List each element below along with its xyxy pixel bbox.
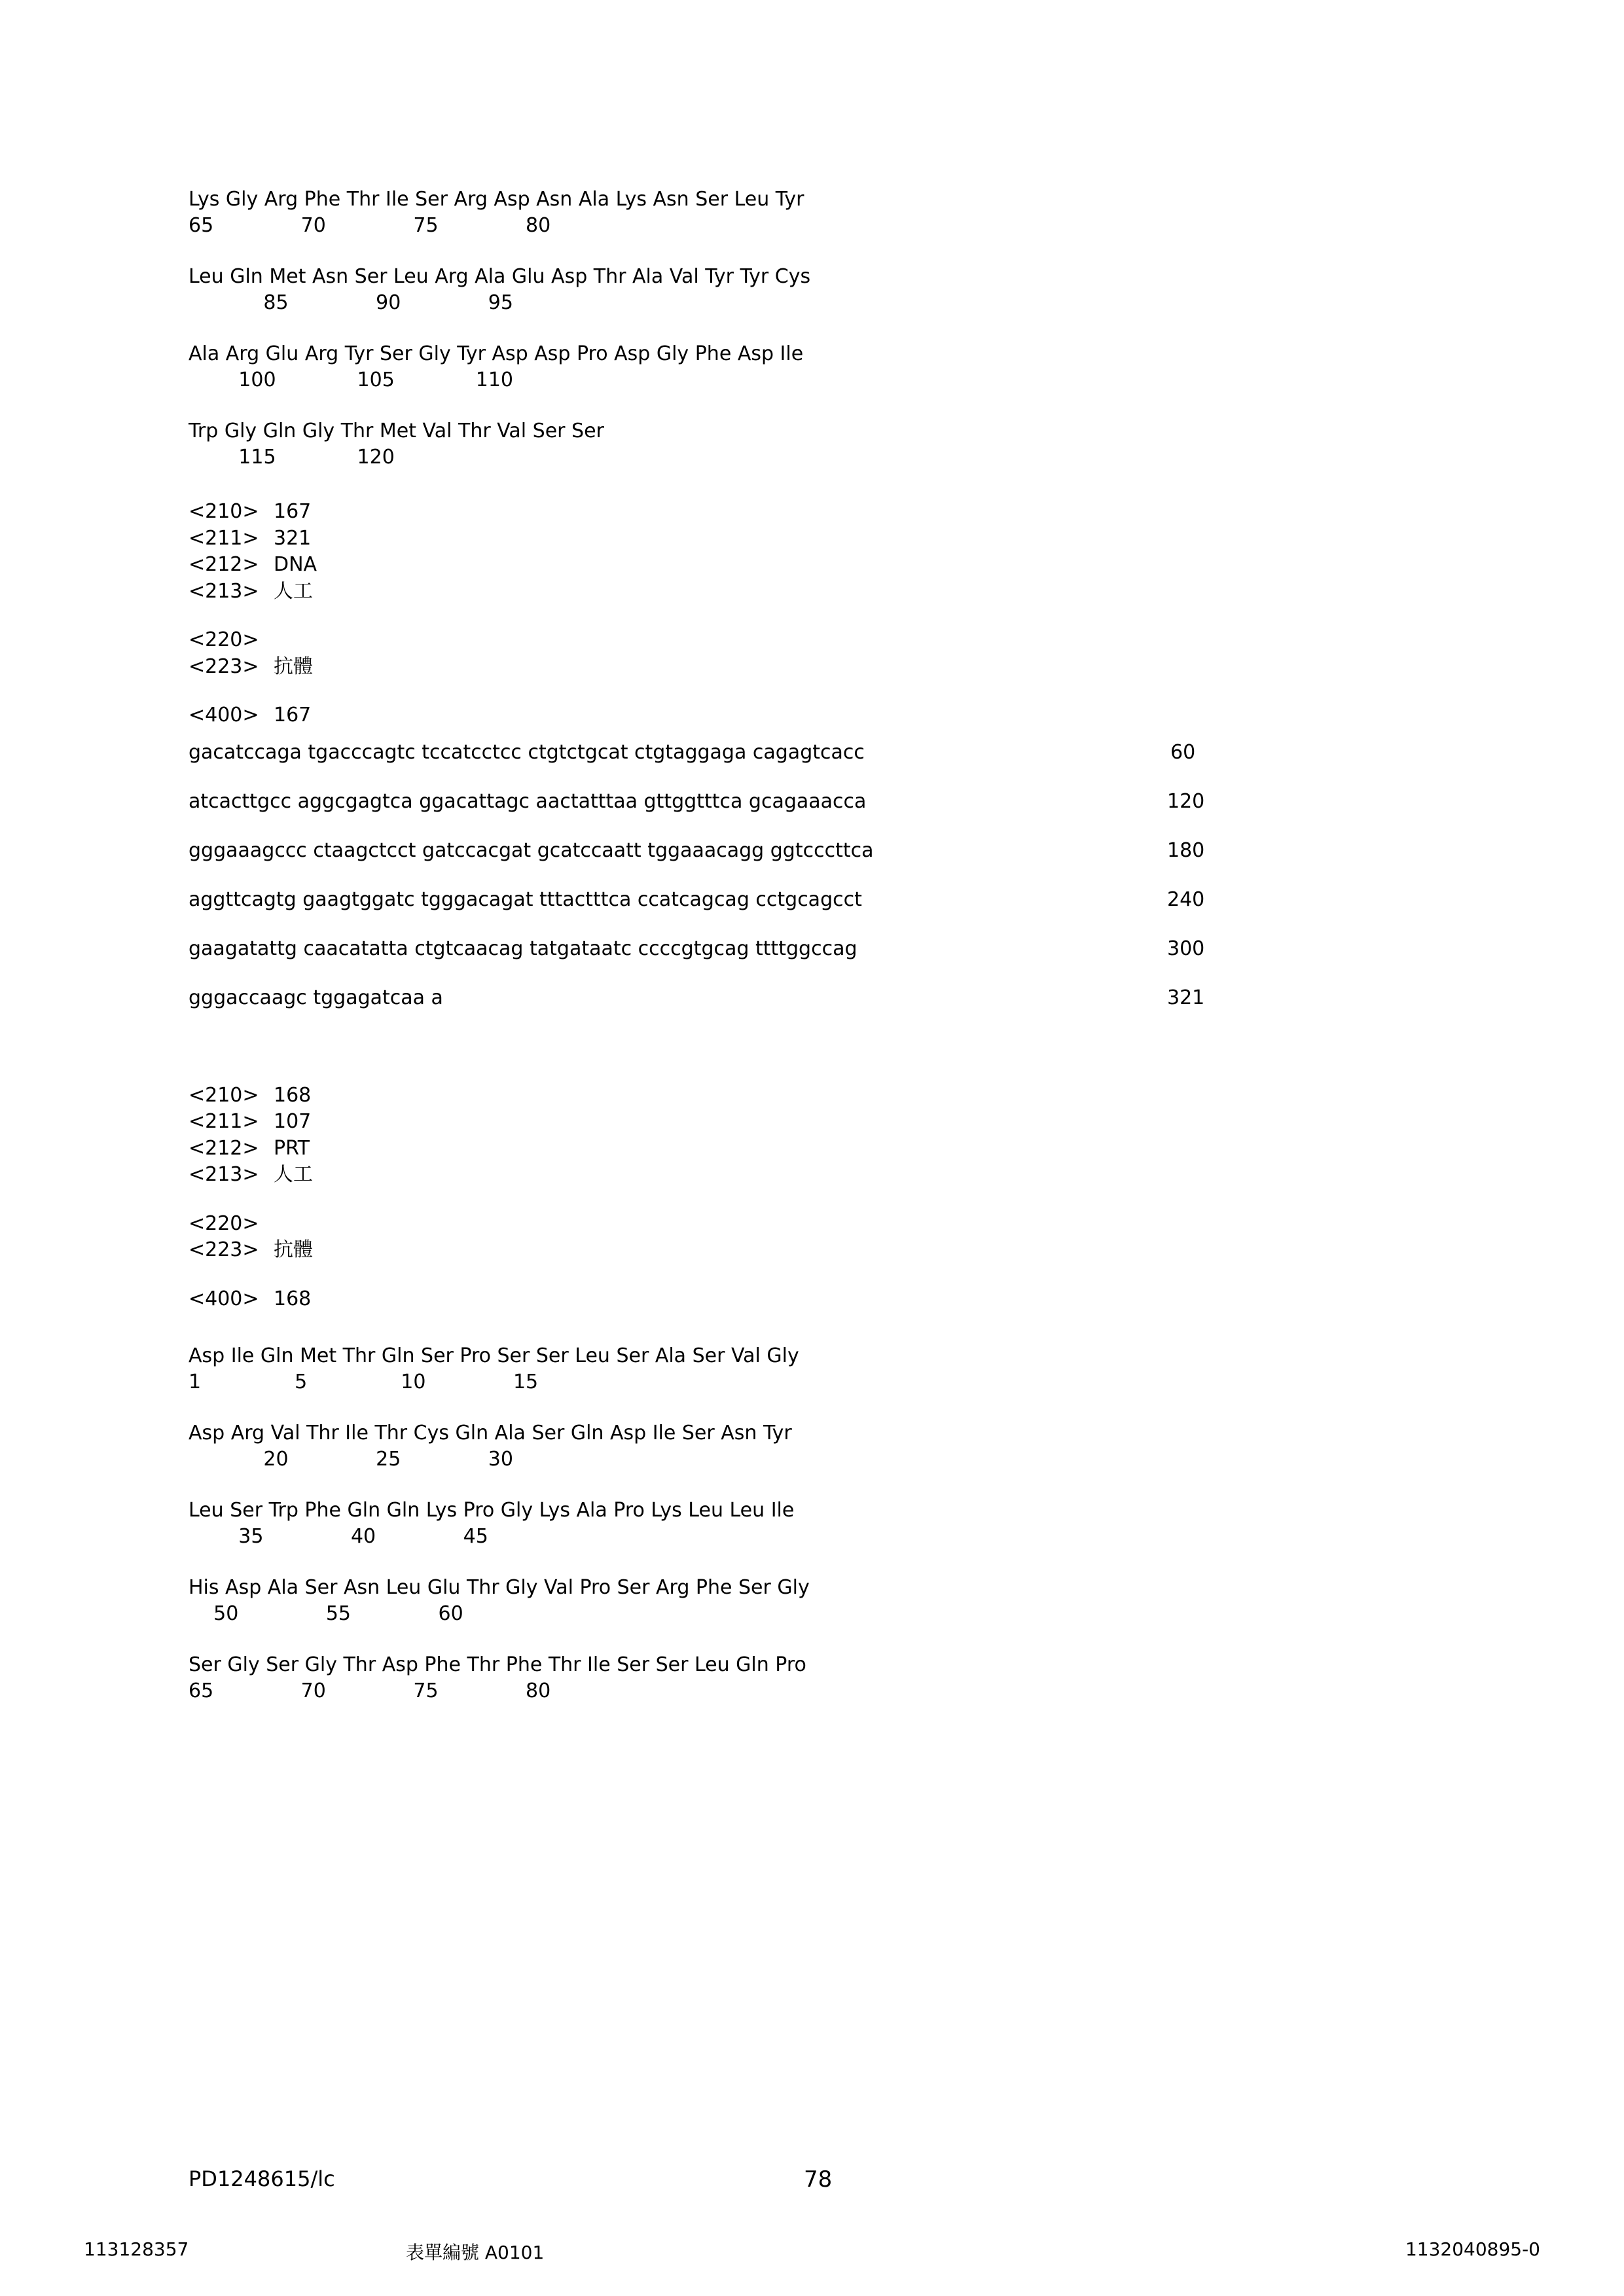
tag-label: <400> — [189, 1287, 259, 1310]
seq-400-header-167 — [189, 702, 1432, 729]
sequence-numbers: 1 5 10 15 — [189, 1371, 539, 1393]
nucleotide-count: 321 — [1167, 986, 1205, 1009]
nucleotide-count: 180 — [1167, 838, 1205, 862]
sequence-block — [189, 1655, 1432, 1701]
sequence-block — [189, 422, 1432, 467]
seq-feature-header-167 — [189, 627, 1432, 680]
tag-label: <210> — [189, 1083, 259, 1107]
seq-400-header-168 — [189, 1286, 1432, 1313]
sequence-numbers: 65 70 75 80 — [189, 214, 551, 237]
tag-line-212 — [189, 1136, 1432, 1162]
tag-label: <213> — [189, 1163, 259, 1186]
sequence-numbers: 100 105 110 — [189, 368, 514, 391]
tag-label: <220> — [189, 628, 259, 651]
sequence-numbers: 85 90 95 — [189, 291, 513, 314]
tag-line-220 — [189, 1211, 1432, 1238]
seq-feature-header-168 — [189, 1211, 1432, 1264]
sequence-block — [189, 344, 1432, 390]
nucleotide-row — [189, 937, 1432, 960]
nucleotide-row — [189, 888, 1432, 911]
sequence-residues: His Asp Ala Ser Asn Leu Glu Thr Gly Val Pro Ser Arg Phe Ser Gly — [189, 1576, 810, 1599]
bottom-left-number: 113128357 — [84, 2238, 189, 2260]
tag-label: <213> — [189, 579, 259, 603]
sequence-block — [189, 1424, 1432, 1469]
nucleotide-sequence: gggaaagccc ctaagctcct gatccacgat gcatccaatt tggaaacagg ggtcccttca — [189, 838, 874, 862]
spacer — [189, 1264, 1432, 1286]
tag-value: 抗體 — [274, 655, 313, 678]
tag-line-210 — [189, 1083, 1432, 1109]
nucleotide-count: 120 — [1167, 789, 1205, 813]
spacer — [189, 1189, 1432, 1211]
nucleotide-sequence: gacatccaga tgacccagtc tccatcctcc ctgtctgcat ctgtaggaga cagagtcacc — [189, 740, 865, 764]
tag-value: 167 — [274, 500, 312, 523]
spacer — [189, 1035, 1432, 1083]
footer-document-id: PD1248615/lc — [189, 2166, 335, 2191]
spacer — [189, 680, 1432, 702]
tag-value: 抗體 — [274, 1238, 313, 1261]
tag-value: 167 — [274, 704, 312, 726]
tag-line-210 — [189, 499, 1432, 526]
nucleotide-row — [189, 790, 1432, 813]
document-content — [189, 190, 1432, 1732]
sequence-block — [189, 190, 1432, 236]
tag-value: 107 — [274, 1110, 312, 1133]
tag-label: <211> — [189, 1110, 259, 1133]
tag-value: 168 — [274, 1083, 312, 1107]
sequence-numbers: 35 40 45 — [189, 1525, 488, 1548]
sequence-residues: Ser Gly Ser Gly Thr Asp Phe Thr Phe Thr Ile Ser Ser Leu Gln Pro — [189, 1653, 806, 1676]
tag-line-400 — [189, 1286, 1432, 1313]
tag-label: <211> — [189, 526, 259, 550]
nucleotide-row — [189, 986, 1432, 1009]
sequence-block — [189, 267, 1432, 313]
tag-label: <223> — [189, 1238, 259, 1261]
tag-value: PRT — [274, 1136, 310, 1160]
sequence-block — [189, 1578, 1432, 1624]
sequence-numbers: 65 70 75 80 — [189, 1679, 551, 1702]
sequence-residues: Lys Gly Arg Phe Thr Ile Ser Arg Asp Asn Ala Lys Asn Ser Leu Tyr — [189, 188, 804, 211]
tag-line-213 — [189, 1162, 1432, 1189]
tag-label: <223> — [189, 655, 259, 678]
tag-label: <220> — [189, 1211, 259, 1235]
sequence-residues: Leu Gln Met Asn Ser Leu Arg Ala Glu Asp Thr Ala Val Tyr Tyr Cys — [189, 265, 811, 288]
tag-line-223 — [189, 654, 1432, 681]
tag-line-211 — [189, 1109, 1432, 1136]
tag-line-211 — [189, 526, 1432, 552]
sequence-block — [189, 1501, 1432, 1547]
bottom-form-number: 表單編號 A0101 — [406, 2242, 545, 2263]
sequence-residues: Asp Arg Val Thr Ile Thr Cys Gln Ala Ser Gln Asp Ile Ser Asn Tyr — [189, 1422, 792, 1444]
sequence-block — [189, 1346, 1432, 1392]
tag-line-223 — [189, 1237, 1432, 1264]
nucleotide-count: 60 — [1170, 740, 1196, 764]
nucleotide-sequence: gggaccaagc tggagatcaa a — [189, 986, 443, 1009]
tag-value: 人工 — [274, 1163, 313, 1186]
nucleotide-row — [189, 839, 1432, 862]
tag-line-213 — [189, 579, 1432, 605]
nucleotide-count: 240 — [1167, 888, 1205, 911]
tag-label: <210> — [189, 500, 259, 523]
spacer — [189, 729, 1432, 741]
spacer — [189, 1312, 1432, 1346]
seq-id-header-168 — [189, 1083, 1432, 1189]
nucleotide-row — [189, 741, 1432, 764]
tag-value: DNA — [274, 553, 317, 576]
tag-label: <212> — [189, 1136, 259, 1160]
page-number: 78 — [804, 2166, 833, 2193]
sequence-numbers: 115 120 — [189, 446, 395, 469]
spacer — [189, 605, 1432, 627]
tag-label: <212> — [189, 553, 259, 576]
sequence-residues: Asp Ile Gln Met Thr Gln Ser Pro Ser Ser Leu Ser Ala Ser Val Gly — [189, 1344, 799, 1367]
sequence-residues: Leu Ser Trp Phe Gln Gln Lys Pro Gly Lys Ala Pro Lys Leu Leu Ile — [189, 1499, 795, 1522]
nucleotide-sequence: gaagatattg caacatatta ctgtcaacag tatgataatc ccccgtgcag ttttggccag — [189, 937, 857, 960]
tag-line-212 — [189, 552, 1432, 579]
tag-line-220 — [189, 627, 1432, 654]
tag-value: 168 — [274, 1287, 312, 1310]
nucleotide-sequence: aggttcagtg gaagtggatc tgggacagat tttactttca ccatcagcag cctgcagcct — [189, 888, 862, 911]
tag-line-400 — [189, 702, 1432, 729]
sequence-numbers: 50 55 60 — [189, 1602, 463, 1625]
tag-value: 321 — [274, 526, 312, 550]
nucleotide-count: 300 — [1167, 937, 1205, 960]
sequence-numbers: 20 25 30 — [189, 1448, 513, 1471]
tag-value: 人工 — [274, 579, 313, 603]
seq-id-header-167 — [189, 499, 1432, 605]
nucleotide-sequence: atcacttgcc aggcgagtca ggacattagc aactatttaa gttggtttca gcagaaacca — [189, 789, 867, 813]
bottom-right-number: 1132040895-0 — [1405, 2238, 1540, 2260]
sequence-residues: Trp Gly Gln Gly Thr Met Val Thr Val Ser Ser — [189, 420, 604, 442]
tag-label: <400> — [189, 704, 259, 726]
sequence-residues: Ala Arg Glu Arg Tyr Ser Gly Tyr Asp Asp Pro Asp Gly Phe Asp Ile — [189, 342, 804, 365]
